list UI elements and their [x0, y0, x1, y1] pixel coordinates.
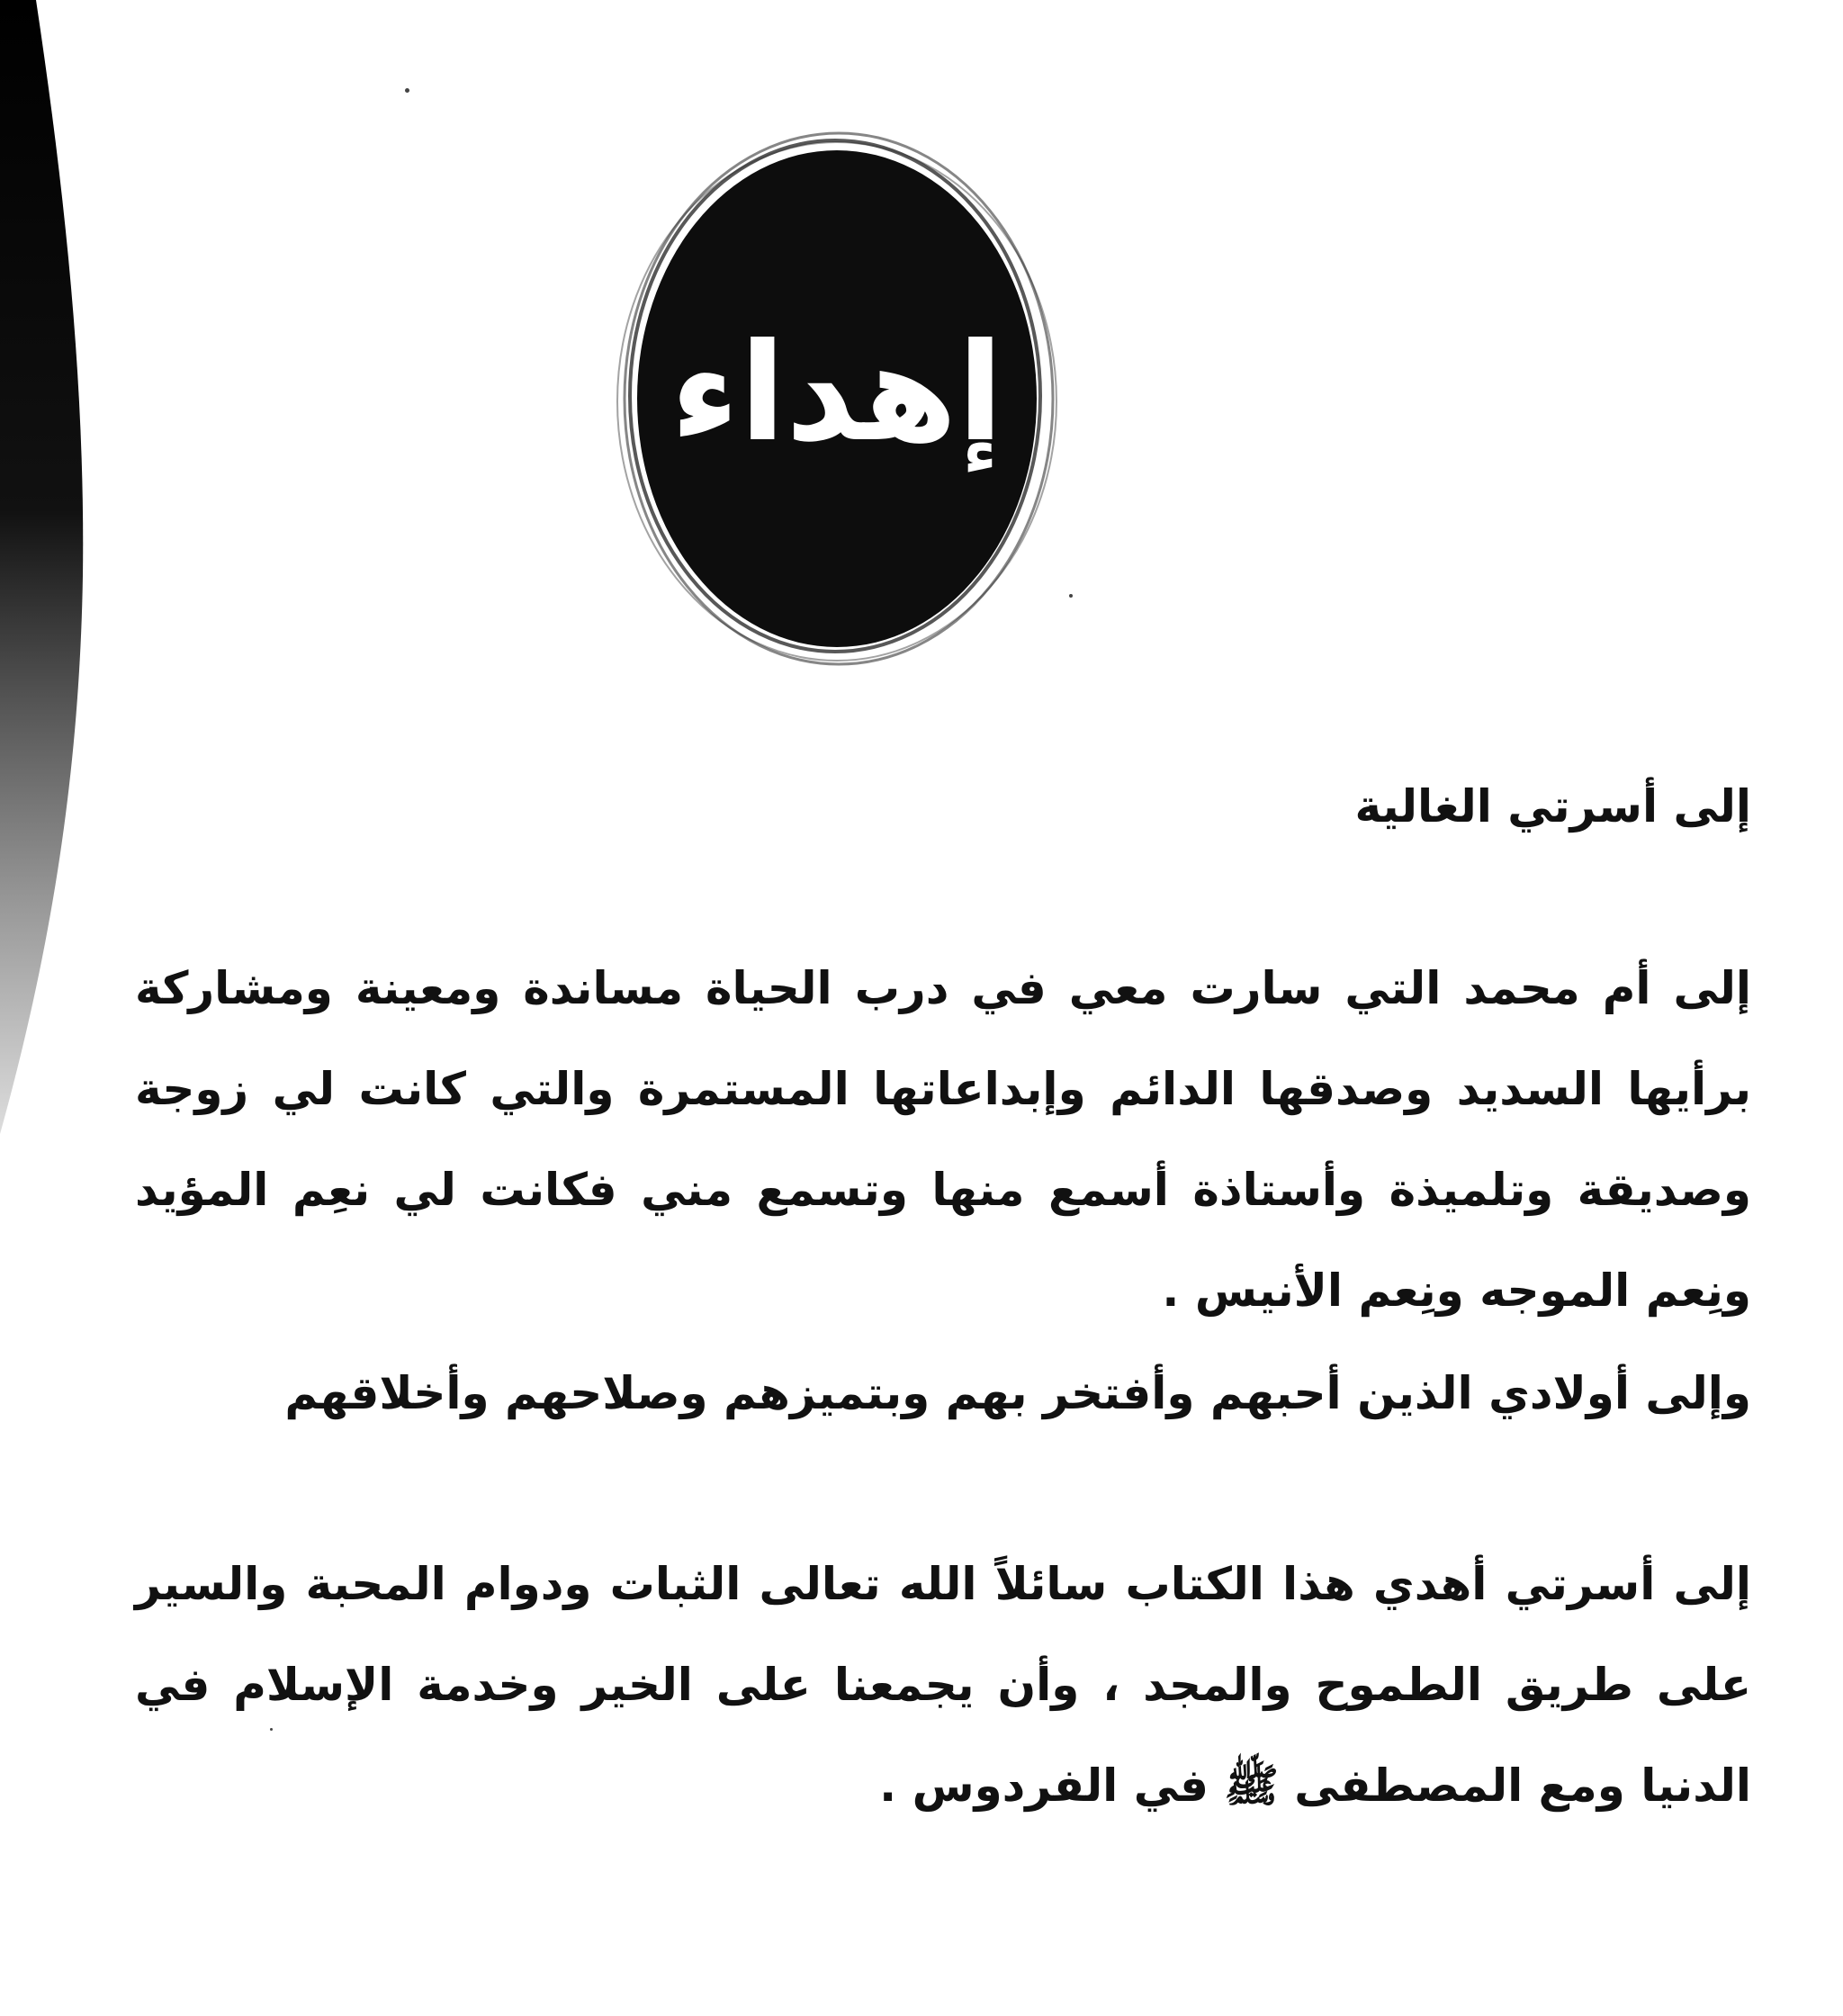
page-binding-shadow — [0, 0, 99, 1134]
emblem-title: إهداء — [670, 315, 1004, 472]
dedication-paragraph-wife: إلى أم محمد التي سارت معي في درب الحياة مساندة ومعينة ومشاركة برأيها السديد وصدقها الدائم وإبداعاتها المستمرة والتي كانت لي زوجة وصديقة وتلميذة وأستاذة أسمع منها وتسمع مني فكانت لي نعِم المؤيد ونِعم الموجه ونِعم الأنيس . — [135, 962, 1751, 1317]
dedication-paragraph-family: إلى أسرتي أهدي هذا الكتاب سائلاً الله تعالى الثبات ودوام المحبة والسير على طريق الطموح والمجد ، وأن يجمعنا على الخير وخدمة الإسلام في الدنيا ومع المصطفى ﷺ في الفردوس . — [135, 1558, 1751, 1812]
scan-speck — [405, 88, 409, 93]
dedication-emblem — [603, 115, 1071, 673]
dedication-heading: إلى أسرتي الغالية — [1354, 780, 1751, 832]
dedication-paragraph-children: وإلى أولادي الذين أحبهم وأفتخر بهم وبتميزهم وصلاحهم وأخلاقهم — [284, 1367, 1751, 1419]
